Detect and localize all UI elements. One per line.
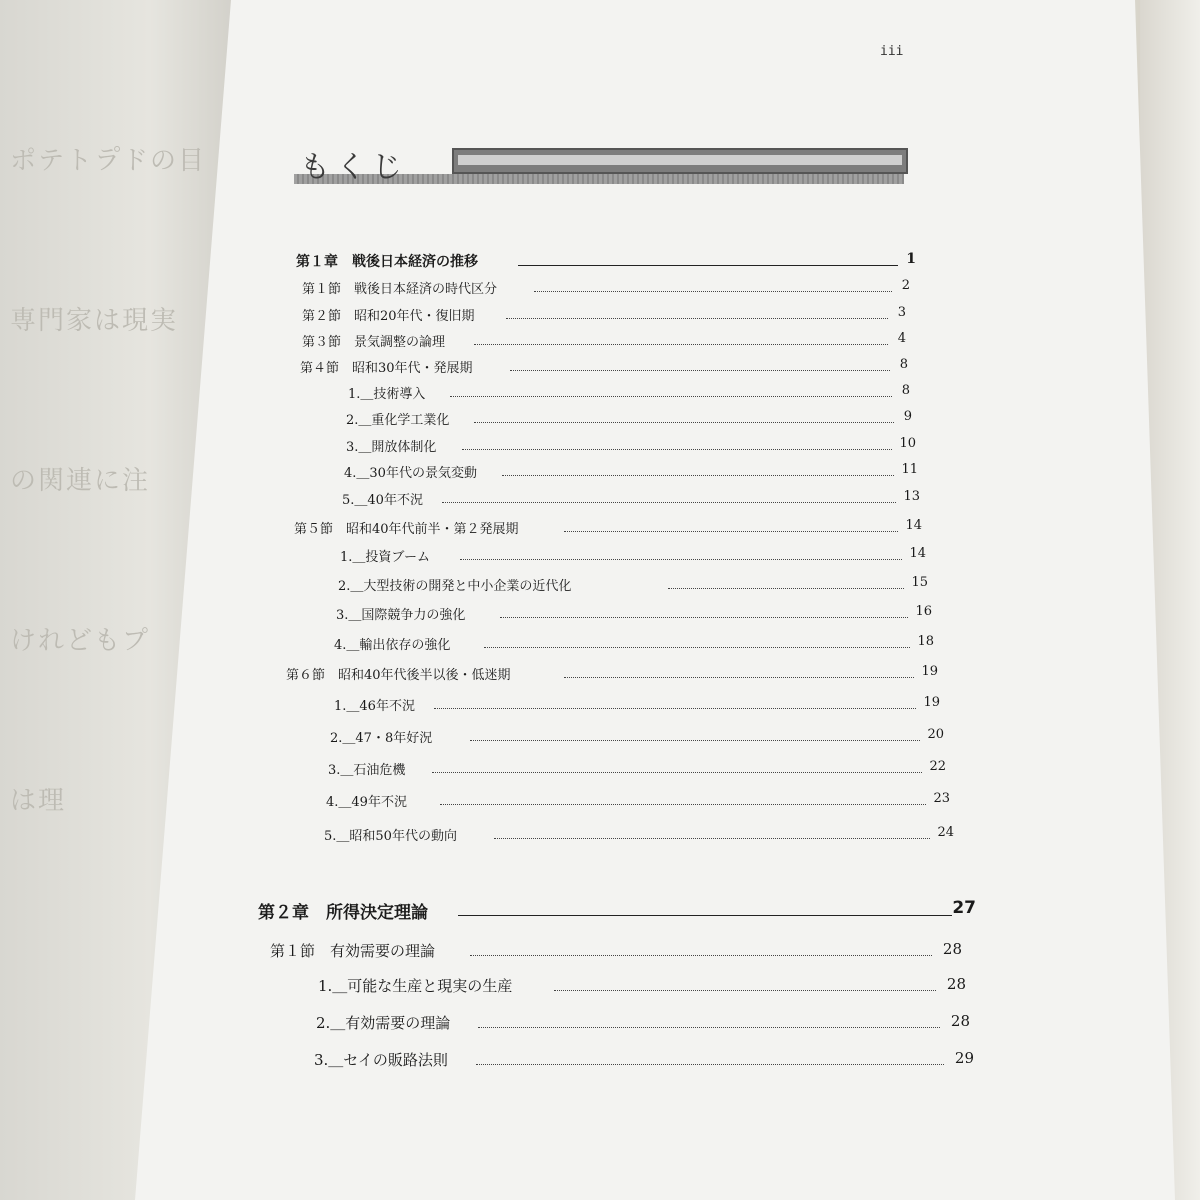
toc-entry-label: 5.＿40年不況 [342,493,423,508]
toc-leader [518,245,898,266]
toc-leader [494,819,930,839]
toc-entry-label: 1.＿技術導入 [348,387,426,402]
toc-entry-label: 2.＿大型技術の開発と中小企業の近代化 [338,579,572,594]
toc-section [302,331,906,350]
toc-leader [534,272,892,292]
toc-entry-label: 第４節 昭和30年代・発展期 [300,361,473,376]
toc-leader [502,456,894,476]
toc-leader [484,628,910,648]
toc-entry-label: 1.＿46年不況 [334,699,415,714]
contents-title: もくじ [300,150,408,185]
show-through-text: は理 [10,786,67,816]
toc-leader [476,1043,944,1065]
toc-entry-page: 19 [923,695,940,710]
page-folio: iii [880,44,904,59]
toc-entry-label: 第６節 昭和40年代後半以後・低迷期 [286,668,511,683]
toc-leader [450,377,892,397]
toc-leader [474,403,894,423]
toc-entry-label: 4.＿30年代の景気変動 [344,466,477,481]
toc-item [336,604,932,623]
toc-leader [478,1006,940,1028]
toc-entry-label: 3.＿国際競争力の強化 [336,608,466,623]
toc-entry-label: 第３節 景気調整の論理 [302,335,446,350]
toc-entry-page: 16 [915,604,932,619]
toc-entry-label: 4.＿輸出依存の強化 [334,638,451,653]
toc-item [342,489,920,508]
toc-entry-page: 13 [903,489,920,504]
toc-leader [470,721,920,741]
toc-section [270,940,962,961]
toc-entry-page: 14 [909,546,926,561]
toc-entry-page: 9 [903,409,912,424]
toc-item [338,575,928,594]
toc-entry-page: 29 [954,1049,974,1067]
toc-entry-page: 20 [927,727,944,742]
show-through-text: 専門家は現実 [10,306,179,336]
toc-entry-page: 22 [929,759,946,774]
toc-leader [564,512,898,532]
toc-item [346,409,912,428]
toc-entry-page: 28 [950,1012,970,1030]
toc-entry-page: 8 [899,357,908,372]
toc-entry-page: 1 [906,251,916,267]
toc-item [326,791,950,810]
toc-entry-label: 2.＿重化学工業化 [346,413,450,428]
toc-entry-label: 第１節 戦後日本経済の時代区分 [302,282,498,297]
toc-leader [440,785,926,805]
toc-entry-label: 第２節 昭和20年代・復旧期 [302,309,475,324]
toc-leader [510,351,890,371]
toc-leader [474,325,888,345]
toc-item [334,695,940,714]
toc-item [328,759,946,778]
toc-entry-page: 24 [937,825,954,840]
toc-entry-page: 8 [901,383,910,398]
toc-entry-label: 第２章 所得決定理論 [258,903,428,923]
show-through-text: ポテトラ゚ドの目 [10,146,207,176]
toc-entry-page: 28 [942,940,962,958]
toc-item [340,546,926,565]
toc-entry-page: 4 [897,331,906,346]
toc-chapter [296,251,916,271]
toc-item [348,383,910,402]
toc-entry-page: 27 [952,898,976,918]
toc-entry-page: 3 [897,305,906,320]
toc-leader [500,598,908,618]
toc-section [302,278,910,297]
toc-leader [462,430,892,450]
toc-entry-label: 3.＿セイの販路法則 [314,1051,448,1069]
toc-item [316,1012,970,1033]
toc-entry-label: 1.＿投資ブーム [340,550,431,565]
toc-entry-label: 4.＿49年不況 [326,795,407,810]
show-through-text: の関連に注 [10,466,151,496]
toc-leader [554,969,936,991]
toc-item [314,1049,974,1070]
toc-entry-label: 第５節 昭和40年代前半・第２発展期 [294,522,519,537]
toc-entry-page: 11 [901,462,918,477]
toc-leader [564,658,914,678]
toc-section [286,664,938,683]
toc-item [330,727,944,746]
toc-entry-page: 15 [911,575,928,590]
toc-item [334,634,934,653]
toc-entry-page: 10 [899,436,916,451]
toc-leader [506,299,888,319]
toc-leader [442,483,896,503]
toc-item [318,975,966,996]
toc-entry-page: 23 [933,791,950,806]
toc-leader [668,569,904,589]
toc-entry-label: 3.＿石油危機 [328,763,406,778]
toc-leader [434,689,916,709]
toc-item [344,462,918,481]
toc-entry-page: 18 [917,634,934,649]
toc-entry-label: 5.＿昭和50年代の動向 [324,829,457,844]
toc-leader [432,753,922,773]
toc-entry-label: 2.＿47・8年好況 [330,731,433,746]
toc-entry-label: 第１章 戦後日本経済の推移 [296,254,478,270]
toc-entry-page: 28 [946,975,966,993]
toc-section [300,357,908,376]
toc-entry-page: 2 [901,278,910,293]
toc-entry-page: 14 [905,518,922,533]
toc-entry-label: 第１節 有効需要の理論 [270,942,436,960]
toc-leader [460,540,902,560]
toc-leader [458,890,952,916]
toc-chapter [258,898,976,923]
toc-leader [470,934,932,956]
toc-section [302,305,906,324]
toc-entry-page: 19 [921,664,938,679]
toc-item [346,436,916,455]
toc-entry-label: 2.＿有効需要の理論 [316,1014,451,1032]
show-through-text: けれどもプ [10,626,151,656]
toc-entry-label: 1.＿可能な生産と現実の生産 [318,977,513,995]
toc-section [294,518,922,537]
toc-entry-label: 3.＿開放体制化 [346,440,437,455]
toc-item [324,825,954,844]
